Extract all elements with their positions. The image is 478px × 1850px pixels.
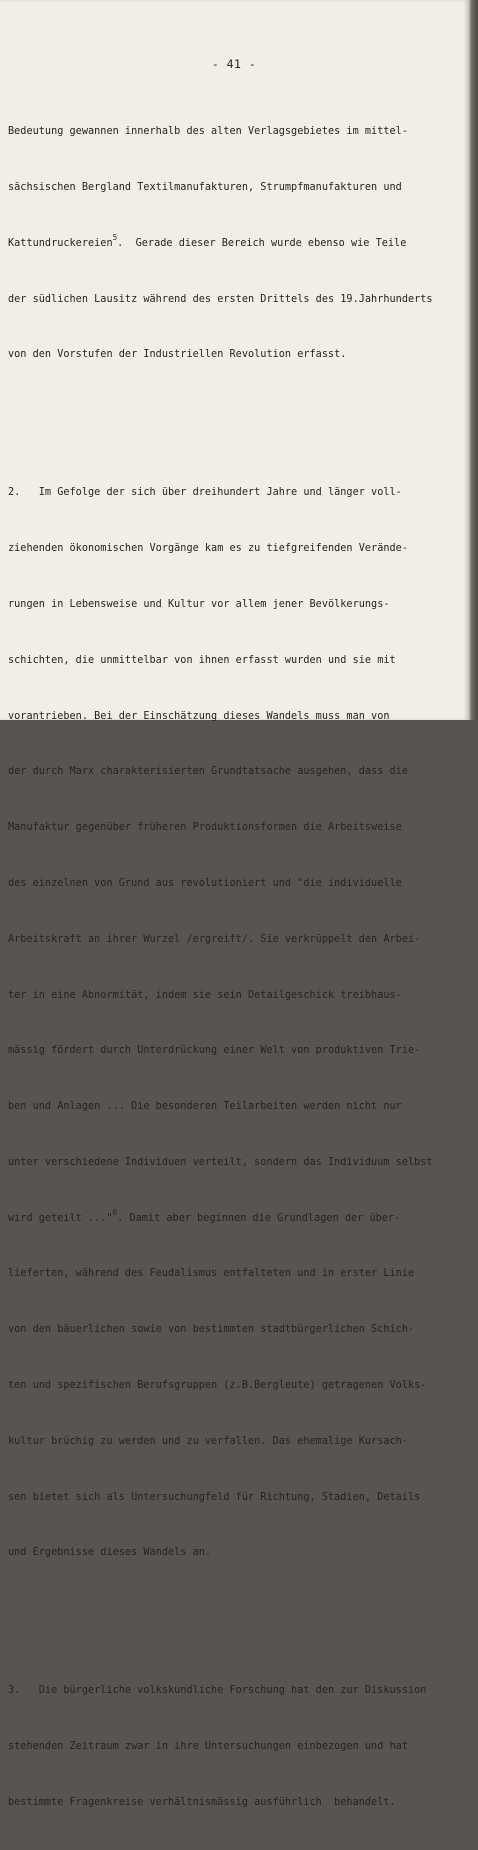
text-line: von den Vorstufen der Industriellen Revolution erfasst. [8,349,347,361]
text-line: von den bäuerlichen sowie von bestimmten stadtbürgerlichen Schich- [8,1324,415,1336]
text-line: rungen in Lebensweise und Kultur vor allem jener Bevölkerungs- [8,599,390,611]
paragraph-gap [8,421,464,429]
text-line: der südlichen Lausitz während des ersten Drittels des 19.Jahrhunderts [8,293,433,305]
text-line: ziehenden ökonomischen Vorgänge kam es zu tiefgreifenden Verände- [8,543,408,555]
text-line: schichten, die unmittelbar von ihnen erfasst wurden und sie mit [8,654,396,666]
text-line: 2. Im Gefolge der sich über dreihundert Jahre und länger voll- [8,487,402,499]
text-line: Bedeutung gewannen innerhalb des alten Verlagsgebietes im mittel- [8,126,408,138]
text-line [8,235,464,254]
text-line: lieferten, während des Feudalismus entfalteten und in erster Linie [8,1268,415,1280]
text-line: Arbeitskraft an ihrer Wurzel /ergreift/. Sie verkrüppelt den Arbei- [8,933,421,945]
text-line: Manufaktur gegenüber früheren Produktionsformen die Arbeitsweise [8,822,402,834]
text-line: bestimmte Fragenkreise verhältnismässig ausführlich behandelt. [8,1797,396,1809]
paragraph-gap [8,1619,464,1627]
text-fragment: wird geteilt ..." [8,1212,113,1224]
footnote-ref: 5 [112,233,118,243]
text-line: ter in eine Abnormität, indem sie sein Detailgeschick treibhaus- [8,989,402,1001]
text-line [8,1210,464,1229]
text-fragment: . Damit aber beginnen die Grundlagen der über- [117,1212,401,1224]
text-fragment: Kattundruckereien [8,237,113,249]
page-number: - 41 - [211,57,257,71]
text-line: 3. Die bürgerliche volkskundliche Forschung hat den zur Diskussion [8,1685,427,1697]
text-line: des einzelnen von Grund aus revolutioniert und "die individuelle [8,877,402,889]
text-line: sächsischen Bergland Textilmanufakturen, Strumpfmanufakturen und [8,181,402,193]
page-edge-shadow [468,0,478,720]
text-line: ten und spezifischen Berufsgruppen (z.B.Bergleute) getragenen Volks- [8,1379,427,1391]
text-line: kultur brüchig zu werden und zu verfallen. Das ehemalige Kursach- [8,1435,408,1447]
text-line: unter verschiedene Individuen verteilt, sondern das Individuum selbst [8,1156,433,1168]
footnote-ref: 6 [112,1208,118,1218]
text-line: vorantrieben. Bei der Einschätzung dieses Wandels muss man von [8,710,390,722]
text-line: ben und Anlagen ... Die besonderen Teilarbeiten werden nicht nur [8,1101,402,1113]
text-fragment: . Gerade dieser Bereich wurde ebenso wie Teile [117,237,407,249]
text-line: stehenden Zeitraum zwar in ihre Untersuchungen einbezogen und hat [8,1741,408,1753]
text-line: und Ergebnisse dieses Wandels an. [8,1547,212,1559]
body-text [8,86,464,1850]
text-line: sen bietet sich als Untersuchungfeld für Richtung, Stadien, Details [8,1491,421,1503]
text-line: mässig fördert durch Unterdrückung einer Welt von produktiven Trie- [8,1045,421,1057]
text-line: der durch Marx charakterisierten Grundtatsache ausgehen, dass die [8,766,408,778]
